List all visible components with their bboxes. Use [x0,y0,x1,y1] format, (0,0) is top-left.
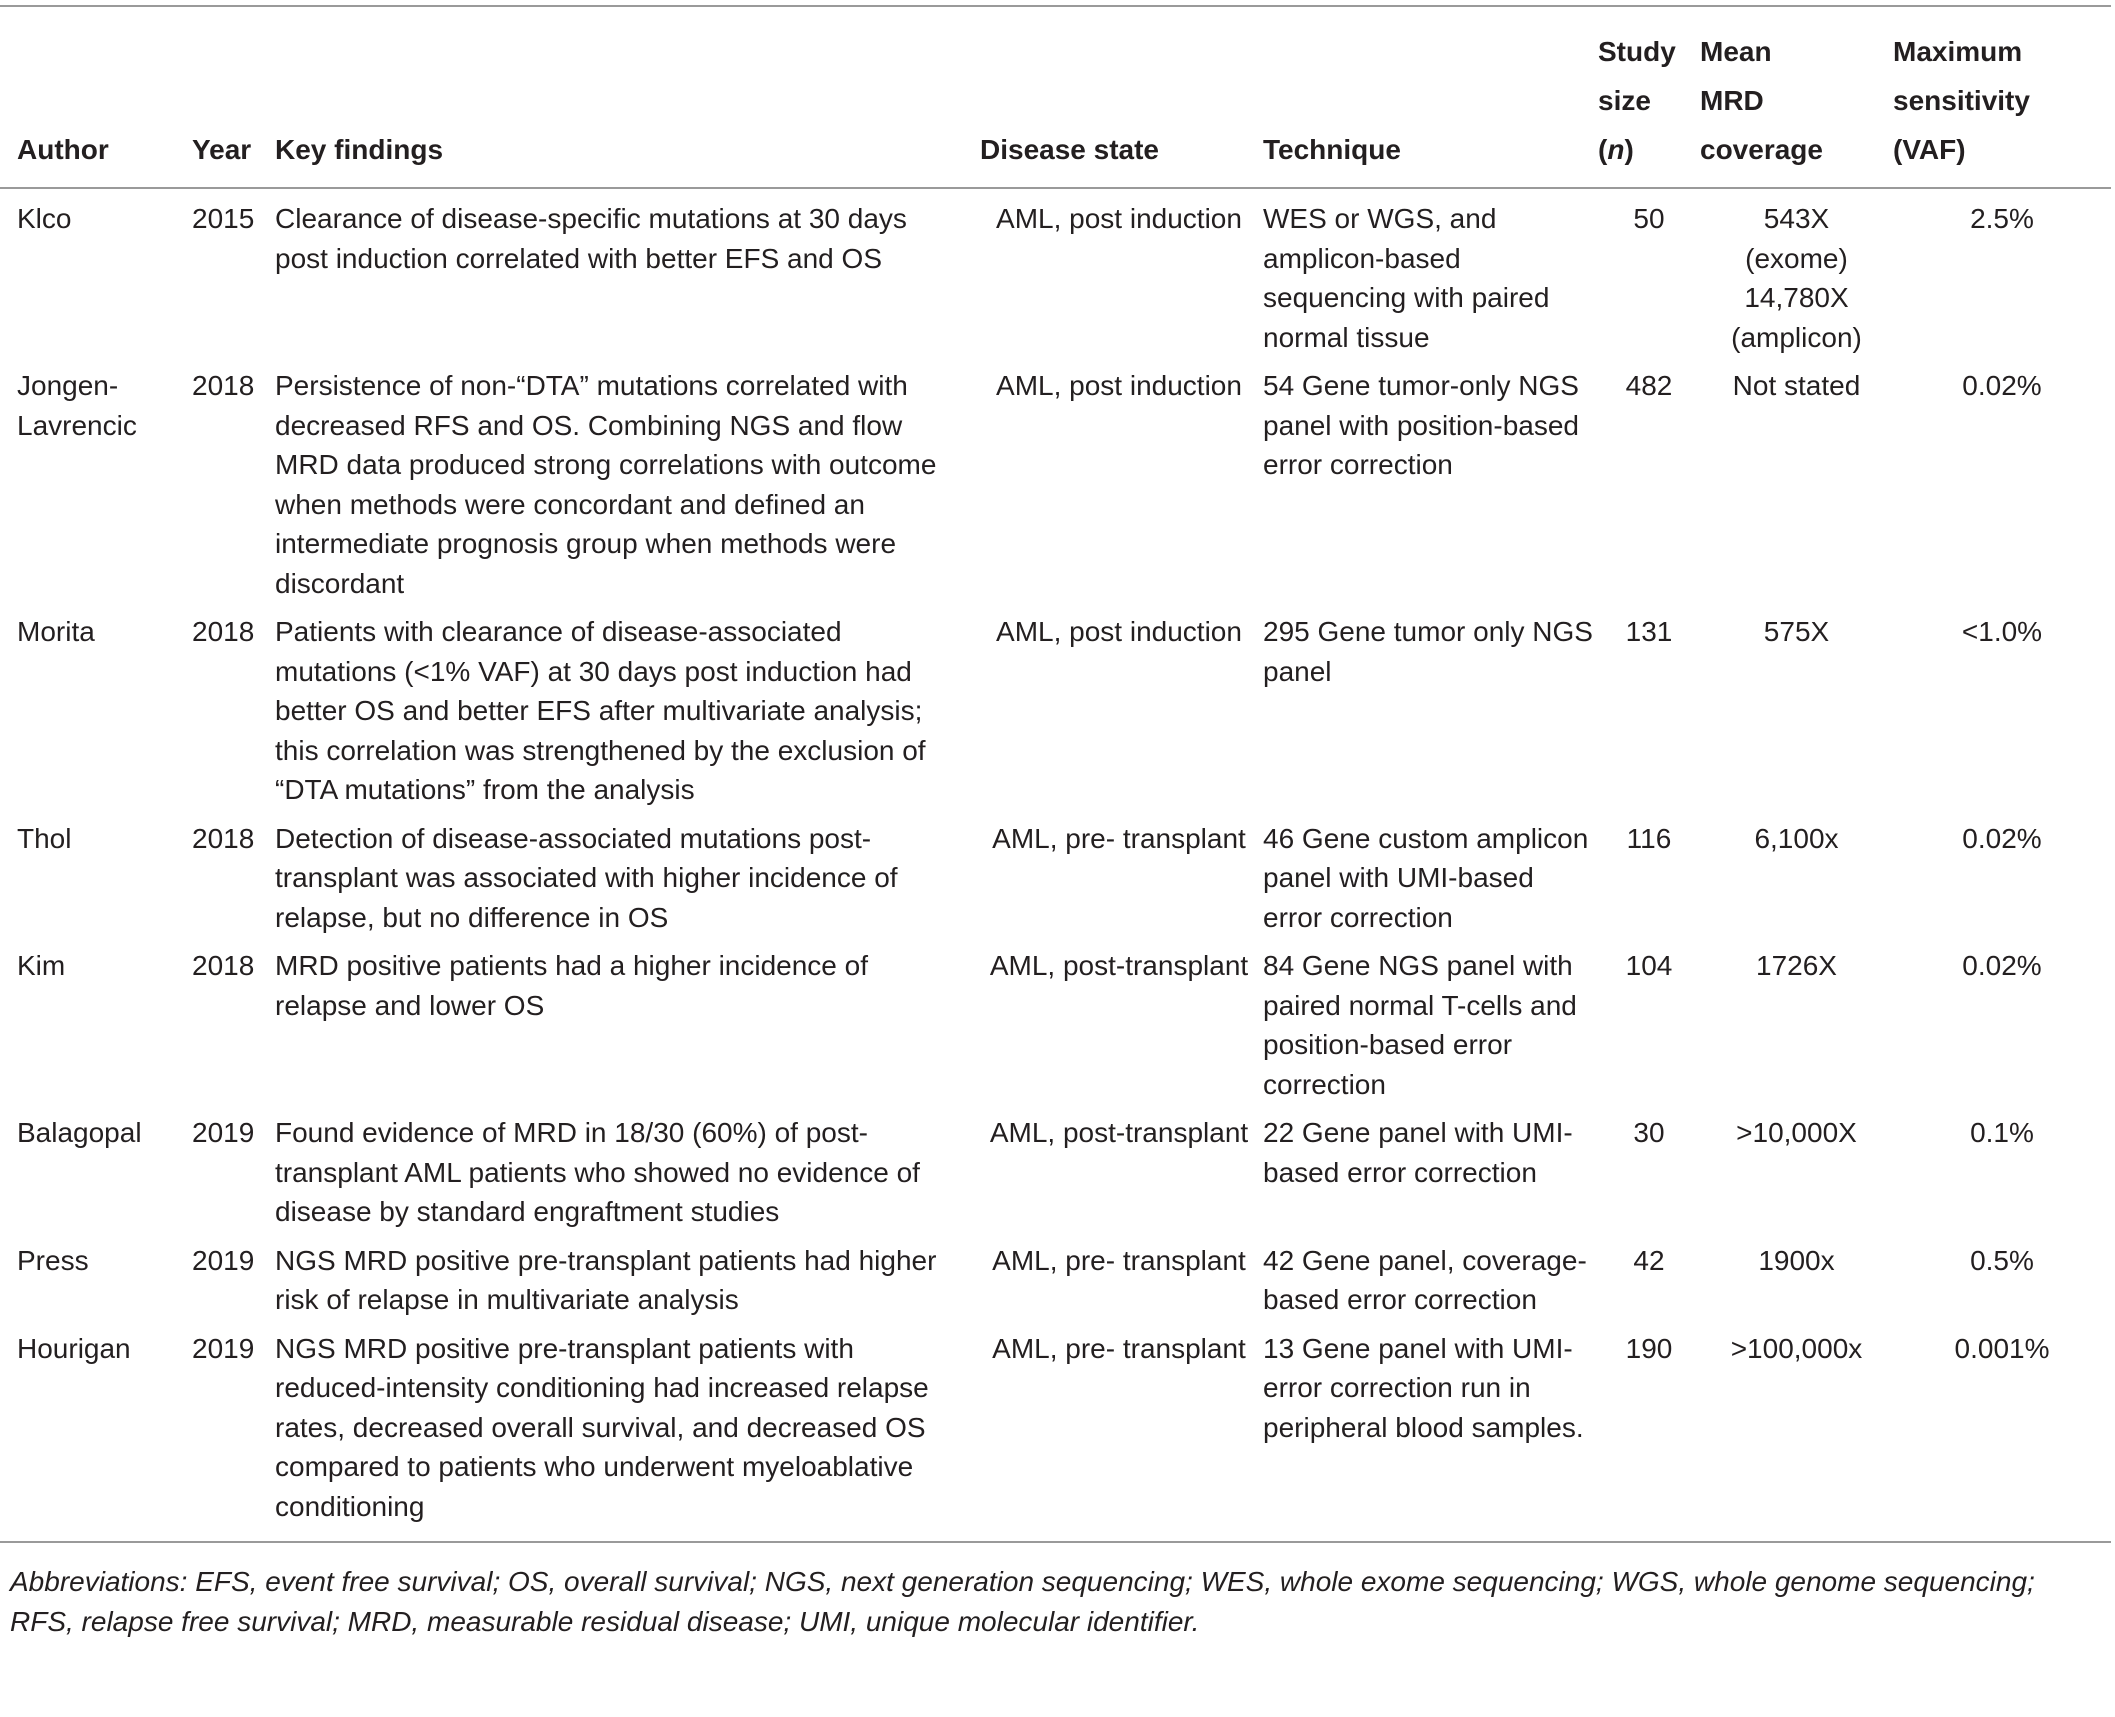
cell-coverage: 6,100x [1754,822,1839,854]
cell-sensitivity: <1.0% [1961,616,2043,647]
cell-study-size: 190 [1625,1332,1673,1364]
header-mean-mrd-coverage [1700,6,1893,188]
cell-sensitivity: 0.5% [1970,1244,2034,1276]
header-coverage-line2: MRD [1700,85,1764,116]
cell-disease-state: AML, post induction [996,203,1242,234]
table-row [0,1320,2111,1543]
cell-sensitivity: 2.5% [1970,203,2034,234]
cell-findings: Patients with clearance of disease-associated mutations (<1% VAF) at 30 days post induction had better OS and better EFS after multivariate analysis; this correlation was strengthened by the exclusion of “DTA mutations” from the analysis [275,616,926,805]
cell-technique: 42 Gene panel, coverage-based error correction [1263,1244,1587,1315]
header-study-size-line3: (n) [1598,134,1634,165]
cell-disease-state: AML, post-transplant [989,1117,1249,1148]
table-row [0,937,2111,1104]
cell-technique: 54 Gene tumor-only NGS panel with position-based error correction [1263,370,1579,480]
cell-disease-state: AML, pre- transplant [992,1332,1246,1364]
cell-coverage: 575X [1763,616,1830,647]
cell-technique: WES or WGS, and amplicon-based sequencing with paired normal tissue [1263,203,1550,353]
header-key-findings: Key findings [275,6,980,188]
cell-findings: Clearance of disease-specific mutations at 30 days post induction correlated with better EFS and OS [275,203,907,274]
cell-findings: Detection of disease-associated mutations post-transplant was associated with higher incidence of relapse, but no difference in OS [275,822,898,933]
table-row [0,810,2111,938]
cell-sensitivity: 0.1% [1970,1117,2034,1148]
header-sensitivity-line3: (VAF) [1893,134,1966,165]
cell-year: 2018 [192,822,255,854]
table-row [0,1104,2111,1232]
cell-year: 2018 [192,616,255,647]
cell-technique: 84 Gene NGS panel with paired normal T-cells and position-based error correction [1263,950,1577,1100]
cell-findings: Persistence of non-“DTA” mutations correlated with decreased RFS and OS. Combining NGS and flow MRD data produced strong correlations with outcome when methods were concordant and defined an intermediate prognosis group when methods were discordant [275,370,937,599]
cell-author: Morita [17,616,95,647]
cell-author: Klco [17,203,72,234]
table-row [0,1232,2111,1320]
cell-technique: 22 Gene panel with UMI-based error correction [1263,1117,1573,1188]
cell-study-size: 482 [1625,370,1673,401]
cell-study-size: 30 [1633,1117,1665,1148]
header-maximum-sensitivity [1893,6,2111,188]
cell-coverage [1700,188,1893,357]
cell-disease-state: AML, post induction [996,370,1242,401]
header-sensitivity-line1: Maximum [1893,36,2023,67]
cell-year: 2019 [192,1244,255,1276]
cell-disease-state: AML, post-transplant [989,950,1249,981]
table-row [0,188,2111,357]
header-study-size [1598,6,1700,188]
cell-disease-state: AML, pre- transplant [992,1244,1246,1276]
header-disease-state: Disease state [980,6,1258,188]
table-header-row [0,6,2111,188]
cell-author: Kim [17,950,66,981]
cell-coverage: 1726X [1756,950,1837,981]
header-study-size-line1: Study [1598,36,1676,67]
cell-author: Hourigan [17,1332,131,1364]
cell-coverage-text: 543X (exome) 14,780X (amplicon) [1731,203,1862,353]
header-technique: Technique [1258,6,1598,188]
cell-author: Thol [17,822,72,854]
cell-technique: 13 Gene panel with UMI-error correction run in peripheral blood samples. [1263,1332,1584,1443]
header-author: Author [0,6,176,188]
table-row [0,603,2111,810]
mrd-studies-table [0,5,2111,1543]
header-study-size-n: n [1607,134,1625,165]
cell-sensitivity: 0.001% [1954,1332,2050,1364]
header-coverage-line1: Mean [1700,36,1772,67]
cell-coverage: Not stated [1732,370,1861,401]
cell-sensitivity: 0.02% [1962,822,2042,854]
cell-study-size: 131 [1625,616,1673,647]
cell-sensitivity: 0.02% [1962,950,2042,981]
cell-disease-state: AML, post induction [996,616,1242,647]
table-row [0,357,2111,603]
cell-study-size: 42 [1633,1244,1665,1276]
cell-disease-state: AML, pre- transplant [992,822,1246,854]
cell-year: 2019 [192,1117,255,1148]
cell-author: Balagopal [17,1117,142,1148]
header-study-size-line2: size [1598,85,1651,116]
cell-author: Press [17,1244,89,1276]
cell-year: 2015 [192,203,255,234]
cell-study-size: 50 [1633,203,1665,234]
cell-year: 2018 [192,370,255,401]
cell-study-size: 116 [1626,822,1672,854]
cell-sensitivity: 0.02% [1962,370,2042,401]
cell-findings: NGS MRD positive pre-transplant patients with reduced-intensity conditioning had increased relapse rates, decreased overall survival, and decreased OS compared to patients who underwent myeloablative conditioning [275,1332,929,1522]
cell-technique: 46 Gene custom amplicon panel with UMI-based error correction [1263,822,1589,933]
header-year: Year [176,6,275,188]
cell-coverage: >100,000x [1730,1332,1863,1364]
cell-technique: 295 Gene tumor only NGS panel [1263,616,1593,687]
cell-coverage: >10,000X [1736,1117,1857,1148]
cell-findings: MRD positive patients had a higher incidence of relapse and lower OS [275,950,869,1021]
cell-author: Jongen-Lavrencic [17,370,137,441]
cell-year: 2019 [192,1332,255,1364]
cell-year: 2018 [192,950,255,981]
cell-study-size: 104 [1625,950,1673,981]
table-footnote: Abbreviations: EFS, event free survival; OS, overall survival; NGS, next generation sequencing; WES, whole exome sequencing; WGS, whole genome sequencing; RFS, relapse free survival; MRD, measurable residual disease; UMI, unique molecular identifier. [10,1566,2035,1637]
header-coverage-line3: coverage [1700,134,1823,165]
cell-findings: Found evidence of MRD in 18/30 (60%) of post-transplant AML patients who showed no evidence of disease by standard engraftment studies [275,1117,920,1227]
cell-coverage: 1900x [1758,1244,1835,1276]
header-sensitivity-line2: sensitivity [1893,85,2030,116]
cell-findings: NGS MRD positive pre-transplant patients had higher risk of relapse in multivariate analysis [275,1244,937,1315]
